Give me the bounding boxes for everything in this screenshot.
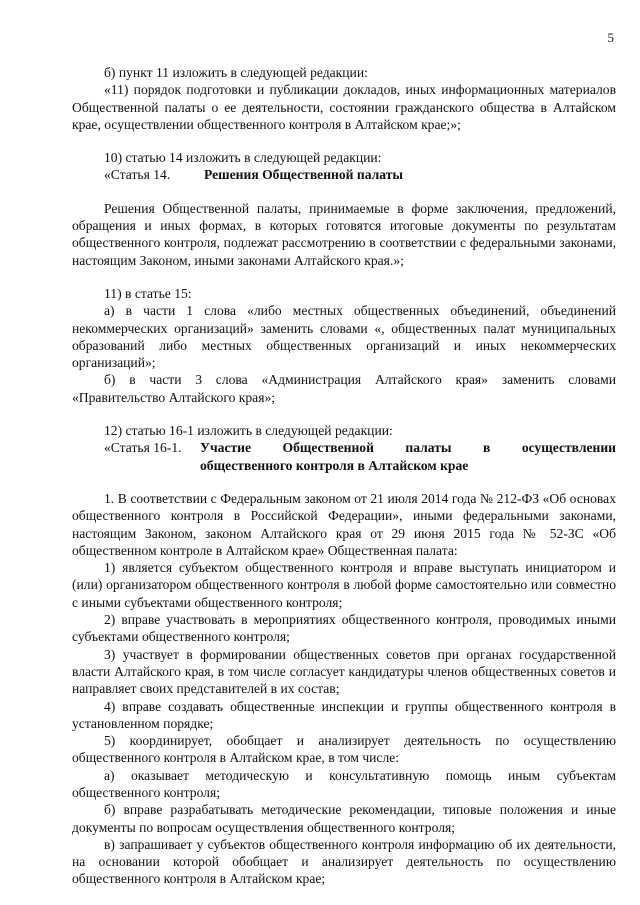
paragraph-item11-intro: 11) в статье 15: <box>104 285 192 301</box>
list-item-5a: а) оказывает методическую и консультативную помощь иным субъектам общественного контроля; <box>72 767 616 800</box>
article-16-1-heading <box>72 439 616 456</box>
article-16-1-label: «Статья 16-1. <box>104 440 182 456</box>
page-number: 5 <box>607 30 614 45</box>
document-body <box>72 64 616 888</box>
article-14-heading <box>72 166 616 183</box>
list-item-2: 2) вправе участвовать в мероприятиях общественного контроля, проводимых иными субъектами общественного контроля; <box>72 612 616 645</box>
article-14-label: «Статья 14. <box>104 167 171 183</box>
article-16-1-title-line1: Участие Общественной палаты в осуществлении <box>200 440 616 456</box>
paragraph-point11-intro: б) пункт 11 изложить в следующей редакции: <box>104 65 368 80</box>
article-16-1-title-line2: общественного контроля в Алтайском крае <box>200 457 469 473</box>
list-item-5v: в) запрашивает у субъектов общественного контроля информацию об их деятельности, на основании которой обобщает и анализирует деятельность по осуществлению общественного контроля в Алтайском крае; <box>72 836 616 887</box>
paragraph-article-14-text: Решения Общественной палаты, принимаемые в форме заключения, предложений, обращения и иных формах, в которых готовятся итоговые документы по результатам общественного контроля, подлежат рассмотрению в соответствии с федеральными законами, настоящим Законом, иными законами Алтайского края.»; <box>72 200 616 268</box>
paragraph-item12-intro: 12) статью 16-1 изложить в следующей редакции: <box>104 423 393 439</box>
paragraph-point11-text: «11) порядок подготовки и публикации докладов, иных информационных материалов Общественной палаты о ее деятельности, состоянии гражданского общества в Алтайском крае, осуществлении общественного контроля в Алтайском крае;»; <box>72 82 616 132</box>
list-item-3: 3) участвует в формировании общественных советов при органах государственной власти Алтайского края, в том числе согласует кандидатуры членов общественных советов и направляет своих представителей в их состав; <box>72 646 616 697</box>
list-item-5b: б) вправе разрабатывать методические рекомендации, типовые положения и иные документы по вопросам осуществления общественного контроля; <box>72 802 616 835</box>
paragraph-item11-b: б) в части 3 слова «Администрация Алтайского края» заменить словами «Правительство Алтайского края»; <box>72 372 616 405</box>
list-item-4: 4) вправе создавать общественные инспекции и группы общественного контроля в установленном порядке; <box>72 698 616 731</box>
list-item-5: 5) координирует, обобщает и анализирует деятельность по осуществлению общественного контроля в Алтайском крае, в том числе: <box>72 733 616 766</box>
paragraph-item10-intro: 10) статью 14 изложить в следующей редакции: <box>104 150 382 166</box>
article-14-title: Решения Общественной палаты <box>204 167 404 183</box>
paragraph-item11-a: а) в части 1 слова «либо местных общественных объединений, объединений некоммерческих организаций» заменить словами «, общественных палат муниципальных образований либо местных общественных организаций и иных некоммерческих организаций»; <box>72 303 616 371</box>
paragraph-article-16-1-part1: 1. В соответствии с Федеральным законом от 21 июля 2014 года № 212-ФЗ «Об основах общественного контроля в Российской Федерации», иными федеральными законами, настоящим Законом, законом Алтайского края от 29 июня 2015 года № 52-ЗС «Об общественном контроле в Алтайском крае» Общественная палата: <box>72 490 616 558</box>
list-item-1: 1) является субъектом общественного контроля и вправе выступать инициатором и (или) организатором общественного контроля в любой форме самостоятельно или совместно с иными субъектами общественного контроля; <box>72 560 616 610</box>
